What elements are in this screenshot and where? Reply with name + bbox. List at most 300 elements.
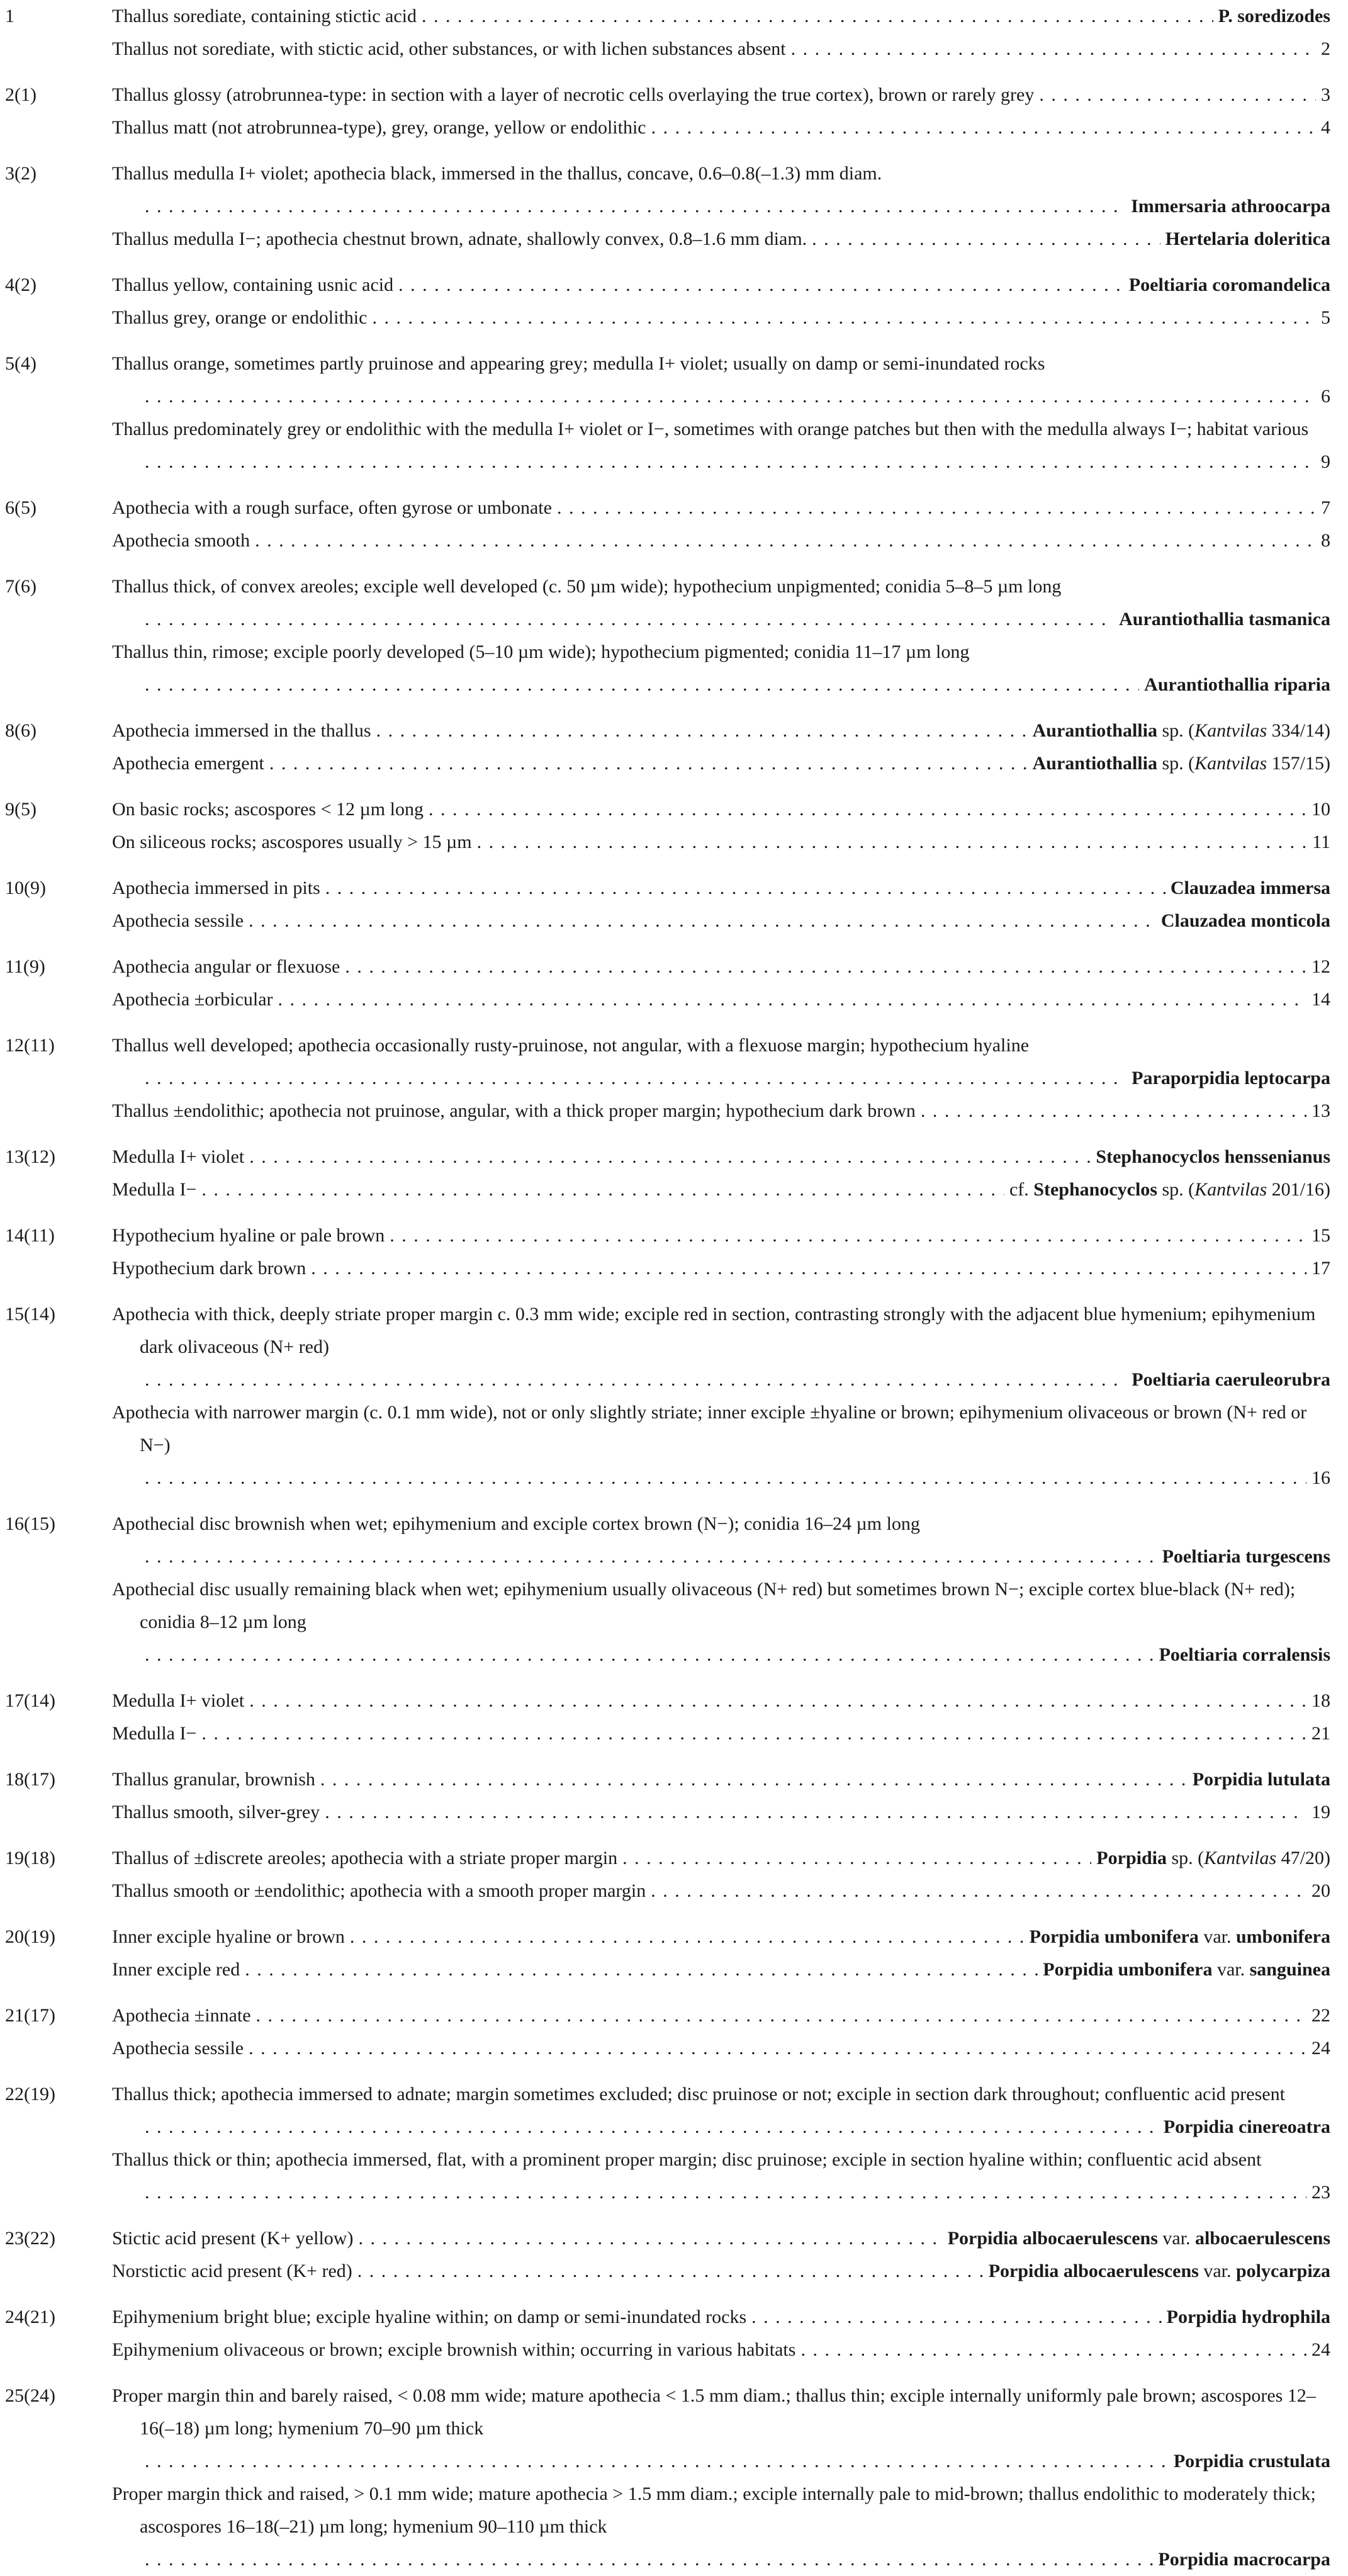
key-lead [112, 872, 1330, 905]
leader-dots [1039, 79, 1316, 111]
taxon-name: Porpidia umbonifera [1043, 1959, 1213, 1980]
couplet-leads [112, 793, 1330, 859]
lead-result [1033, 747, 1330, 780]
couplet-leads [112, 1141, 1330, 1206]
couplet-leads [112, 1508, 1330, 1671]
couplet-number: 6(5) [5, 497, 37, 518]
key-lead [112, 983, 1330, 1016]
leader-dots [622, 1842, 1091, 1875]
goto-couplet: 17 [1311, 1258, 1330, 1279]
key-lead [112, 492, 1330, 524]
lead-text: Thallus predominately grey or endolithic with the medulla I+ violet or I−, sometimes with orange patches but then with the medulla always I−; habitat various [112, 419, 1309, 439]
lead-result-line [140, 446, 1330, 478]
lead-text: Thallus well developed; apothecia occasionally rusty-pruinose, not angular, with a flexuose margin; hypothecium hyaline [112, 1035, 1030, 1056]
leader-dots [358, 2222, 942, 2255]
lead-text: Thallus not sorediate, with stictic acid, other substances, or with lichen substances absent [112, 38, 786, 59]
leader-dots [812, 223, 1160, 256]
couplet-leads [112, 872, 1330, 937]
lead-text: Thallus medulla I+ violet; apothecia black, immersed in the thallus, concave, 0.6–0.8(–1.3) mm diam. [112, 163, 882, 184]
lead-result [1311, 793, 1330, 826]
leader-dots [256, 1999, 1306, 2032]
taxon-suffix: sp. ( [1157, 1179, 1195, 1200]
lead-text: Thallus smooth, silver-grey [112, 1802, 320, 1822]
lead-result-line [140, 1639, 1330, 1671]
lead-result [1321, 302, 1330, 334]
lead-text: Medulla I+ violet [112, 1690, 245, 1711]
lead-result-line [140, 1062, 1330, 1095]
couplet-leads [112, 1685, 1330, 1750]
lead-result [1162, 1540, 1330, 1573]
lead-result [1174, 2445, 1330, 2478]
leader-dots [145, 1639, 1154, 1671]
voucher-number: 47/20) [1276, 1848, 1330, 1868]
taxon-name: Porpidia crustulata [1173, 2451, 1330, 2471]
goto-couplet: 22 [1311, 2005, 1330, 2026]
lead-text: Thallus of ±discrete areoles; apothecia with a striate proper margin [112, 1848, 618, 1868]
couplet-number: 8(6) [5, 720, 37, 741]
lead-result [1129, 269, 1330, 302]
lead-result [1321, 492, 1330, 524]
lead-text: Thallus medulla I−; apothecia chestnut brown, adnate, shallowly convex, 0.8–1.6 mm diam. [112, 229, 807, 249]
key-lead [112, 1252, 1330, 1285]
couplet-leads [112, 951, 1330, 1016]
couplet-leads [112, 1763, 1330, 1829]
couplet-number: 3(2) [5, 163, 37, 184]
leader-dots [145, 2111, 1159, 2144]
lead-result-line [140, 380, 1330, 413]
lead-result [1311, 1685, 1330, 1717]
lead-result-line [140, 2445, 1330, 2478]
goto-couplet: 16 [1311, 1467, 1330, 1488]
taxon-prefix: cf. [1009, 1179, 1034, 1200]
couplet [5, 2222, 1330, 2288]
lead-text: Apothecia angular or flexuose [112, 956, 340, 977]
infraspecific-name: albocaerulescens [1195, 2228, 1330, 2249]
goto-couplet: 8 [1321, 530, 1330, 551]
taxon-name: Hertelaria doleritica [1165, 229, 1330, 249]
lead-text: Apothecia immersed in the thallus [112, 720, 371, 741]
lead-text: On basic rocks; ascospores < 12 µm long [112, 799, 424, 820]
leader-dots [921, 1095, 1306, 1127]
taxon-name: Stephanocyclos [1033, 1179, 1157, 1200]
lead-result [989, 2255, 1330, 2288]
lead-result-line [140, 603, 1330, 636]
lead-text: Apothecia sessile [112, 2038, 244, 2059]
key-lead [112, 33, 1330, 65]
key-lead [112, 1396, 1330, 1494]
goto-couplet: 20 [1311, 1880, 1330, 1901]
lead-result [1311, 1999, 1330, 2032]
lead-text: Thallus orange, sometimes partly pruinose and appearing grey; medulla I+ violet; usually on damp or semi-inundated rocks [112, 353, 1045, 374]
lead-text: Apothecial disc brownish when wet; epihymenium and exciple cortex brown (N−); conidia 16–24 µm long [112, 1513, 920, 1534]
taxon-name: Poeltiaria caeruleorubra [1132, 1369, 1330, 1390]
taxon-name: Poeltiaria coromandelica [1128, 274, 1330, 295]
couplet [5, 872, 1330, 937]
couplet [5, 1219, 1330, 1285]
leader-dots [145, 2176, 1306, 2209]
couplet-leads [112, 1842, 1330, 1907]
leader-dots [145, 1540, 1157, 1573]
taxon-suffix: var. [1198, 1926, 1236, 1947]
couplet [5, 793, 1330, 859]
couplet-number: 24(21) [5, 2307, 55, 2327]
key-lead [112, 2032, 1330, 2065]
key-lead [112, 1508, 1330, 1573]
leader-dots [145, 2445, 1169, 2478]
couplet [5, 1141, 1330, 1206]
leader-dots [422, 0, 1213, 33]
lead-result [1171, 872, 1330, 905]
couplet [5, 347, 1330, 478]
couplet-leads [112, 1298, 1330, 1494]
couplet-leads [112, 570, 1330, 701]
lead-result [1321, 79, 1330, 111]
goto-couplet: 14 [1311, 989, 1330, 1010]
infraspecific-name: sanguinea [1249, 1959, 1330, 1980]
lead-result [1165, 223, 1330, 256]
couplet-leads [112, 79, 1330, 144]
collector-name: Kantvilas [1194, 720, 1267, 741]
key-lead [112, 905, 1330, 937]
key-lead [112, 2144, 1330, 2209]
couplet [5, 0, 1330, 65]
lead-result [1033, 715, 1330, 747]
leader-dots [278, 983, 1306, 1016]
leader-dots [651, 111, 1316, 144]
lead-text: Apothecia with a rough surface, often gyrose or umbonate [112, 497, 552, 518]
leader-dots [372, 302, 1316, 334]
lead-text: Apothecia sessile [112, 910, 244, 931]
key-lead [112, 747, 1330, 780]
lead-text: Hypothecium dark brown [112, 1258, 306, 1279]
taxon-name: Porpidia hydrophila [1166, 2307, 1330, 2327]
leader-dots [320, 1763, 1188, 1796]
leader-dots [201, 1173, 1004, 1206]
lead-result [1311, 1875, 1330, 1907]
couplet [5, 1029, 1330, 1127]
key-lead [112, 570, 1330, 636]
leader-dots [145, 1462, 1306, 1494]
couplet [5, 715, 1330, 780]
key-lead [112, 2078, 1330, 2144]
couplet-leads [112, 715, 1330, 780]
lead-result [1321, 33, 1330, 65]
leader-dots [376, 715, 1028, 747]
couplet-number: 2(1) [5, 84, 37, 105]
leader-dots [311, 1252, 1306, 1285]
lead-result-line [140, 1364, 1330, 1396]
leader-dots [145, 446, 1316, 478]
key-lead [112, 2380, 1330, 2478]
lead-text: Apothecial disc usually remaining black when wet; epihymenium usually olivaceous (N+ red) but sometimes brown N−; exciple cortex blue-black (N+ red); conidia 8–12 µm long [112, 1579, 1296, 1632]
couplet-leads [112, 492, 1330, 557]
taxon-name: Porpidia albocaerulescens [947, 2228, 1158, 2249]
leader-dots [398, 269, 1124, 302]
key-lead [112, 1573, 1330, 1671]
lead-text: Thallus matt (not atrobrunnea-type), grey, orange, yellow or endolithic [112, 117, 646, 138]
lead-text: Thallus thick or thin; apothecia immersed, flat, with a prominent proper margin; disc pruinose; exciple in section hyaline within; confluentic acid absent [112, 2149, 1262, 2170]
taxon-suffix: sp. ( [1166, 1848, 1205, 1868]
couplet-number: 25(24) [5, 2385, 55, 2406]
key-lead [112, 1173, 1330, 1206]
goto-couplet: 24 [1311, 2339, 1330, 2360]
key-lead [112, 1763, 1330, 1796]
taxon-name: Porpidia lutulata [1192, 1769, 1330, 1790]
lead-text: Proper margin thick and raised, > 0.1 mm wide; mature apothecia > 1.5 mm diam.; exciple internally pale to mid-brown; thallus endolithic to moderately thick; ascospores 16–18(–21) µm long; hymenium 90–110 µm thick [112, 2483, 1316, 2537]
lead-result-line [140, 1540, 1330, 1573]
leader-dots [201, 1717, 1306, 1750]
lead-result-line [140, 2111, 1330, 2144]
lead-result [1159, 1639, 1330, 1671]
leader-dots [557, 492, 1316, 524]
lead-result [1321, 111, 1330, 144]
couplet [5, 1842, 1330, 1907]
couplet [5, 951, 1330, 1016]
lead-result [1132, 1062, 1330, 1095]
lead-result [1321, 380, 1330, 413]
taxon-suffix: sp. ( [1157, 720, 1195, 741]
lead-result [1009, 1173, 1330, 1206]
key-lead [112, 951, 1330, 983]
couplet-number: 23(22) [5, 2228, 55, 2249]
lead-result-line [140, 2543, 1330, 2576]
couplet-number: 14(11) [5, 1225, 55, 1246]
taxon-name: Clauzadea immersa [1170, 878, 1330, 898]
lead-result [1312, 826, 1330, 859]
lead-text: Epihymenium bright blue; exciple hyaline within; on damp or semi-inundated rocks [112, 2307, 747, 2327]
goto-couplet: 4 [1321, 117, 1330, 138]
key-lead [112, 1875, 1330, 1907]
lead-text: Apothecia with narrower margin (c. 0.1 mm wide), not or only slightly striate; inner exciple ±hyaline or brown; epihymenium olivaceous or brown (N+ red or N−) [112, 1402, 1307, 1455]
goto-couplet: 23 [1311, 2182, 1330, 2203]
taxon-name: Aurantiothallia riparia [1144, 674, 1330, 695]
lead-text: Medulla I− [112, 1179, 197, 1200]
goto-couplet: 11 [1312, 832, 1330, 852]
leader-dots [145, 190, 1126, 223]
taxon-name: Clauzadea monticola [1160, 910, 1330, 931]
lead-text: Thallus grey, orange or endolithic [112, 307, 368, 328]
couplet-number: 7(6) [5, 576, 37, 597]
couplet-number: 16(15) [5, 1513, 55, 1534]
lead-result [1311, 1252, 1330, 1285]
lead-text: Inner exciple red [112, 1959, 240, 1980]
lead-result [1158, 2543, 1330, 2576]
goto-couplet: 6 [1321, 386, 1330, 407]
couplet-number: 15(14) [5, 1304, 55, 1325]
lead-result [1218, 0, 1330, 33]
key-lead [112, 269, 1330, 302]
key-lead [112, 157, 1330, 223]
taxon-name: Porpidia [1096, 1848, 1167, 1868]
leader-dots [800, 2334, 1306, 2366]
voucher-number: 201/16) [1267, 1179, 1330, 1200]
leader-dots [357, 2255, 984, 2288]
lead-result-line [140, 2176, 1330, 2209]
goto-couplet: 21 [1311, 1723, 1330, 1744]
lead-text: Thallus thick, of convex areoles; exciple well developed (c. 50 µm wide); hypothecium unpigmented; conidia 5–8–5 µm long [112, 576, 1062, 597]
leader-dots [249, 1141, 1091, 1173]
collector-name: Kantvilas [1194, 1179, 1267, 1200]
key-lead [112, 1999, 1330, 2032]
key-lead [112, 1717, 1330, 1750]
lead-result [1311, 1462, 1330, 1494]
couplet-number: 20(19) [5, 1926, 55, 1947]
key-lead [112, 1219, 1330, 1252]
lead-result [1311, 2334, 1330, 2366]
couplet [5, 1508, 1330, 1671]
couplet [5, 1999, 1330, 2065]
leader-dots [145, 2543, 1153, 2576]
key-lead [112, 2478, 1330, 2576]
lead-text: Proper margin thin and barely raised, < 0.08 mm wide; mature apothecia < 1.5 mm diam.; thallus thin; exciple internally uniformly pale brown; ascospores 12–16(–18) µm long; hymenium 70–90 µm thick [112, 2385, 1316, 2439]
lead-result-line [140, 669, 1330, 701]
couplet-number: 21(17) [5, 2005, 55, 2026]
lead-result [1321, 524, 1330, 557]
lead-result [1043, 1953, 1330, 1986]
couplet [5, 1298, 1330, 1494]
key-lead [112, 2255, 1330, 2288]
lead-result [1132, 1364, 1330, 1396]
leader-dots [249, 2032, 1306, 2065]
key-lead [112, 302, 1330, 334]
couplet-number: 1 [5, 6, 14, 26]
taxon-name: Porpidia cinereoatra [1163, 2116, 1330, 2137]
taxon-name: Immersaria athroocarpa [1131, 196, 1330, 217]
lead-text: Thallus ±endolithic; apothecia not pruinose, angular, with a thick proper margin; hypothecium dark brown [112, 1100, 916, 1121]
goto-couplet: 5 [1321, 307, 1330, 328]
key-lead [112, 2222, 1330, 2255]
lead-text: Thallus glossy (atrobrunnea-type: in section with a layer of necrotic cells overlaying the true cortex), brown or rarely grey [112, 84, 1035, 105]
taxon-name: Poeltiaria corralensis [1159, 1644, 1330, 1665]
leader-dots [145, 603, 1114, 636]
lead-result [1311, 983, 1330, 1016]
lead-text: Apothecia smooth [112, 530, 250, 551]
key-lead [112, 1796, 1330, 1829]
couplet-number: 4(2) [5, 274, 37, 295]
lead-result [1311, 1796, 1330, 1829]
leader-dots [350, 1921, 1025, 1953]
couplet-leads [112, 0, 1330, 65]
couplet-number: 17(14) [5, 1690, 55, 1711]
couplet [5, 570, 1330, 701]
couplet-leads [112, 2380, 1330, 2576]
couplet-number: 10(9) [5, 878, 46, 898]
couplet-number: 18(17) [5, 1769, 55, 1790]
leader-dots [429, 793, 1306, 826]
couplet [5, 79, 1330, 144]
lead-text: Epihymenium olivaceous or brown; exciple brownish within; occurring in various habitats [112, 2339, 796, 2360]
goto-couplet: 24 [1311, 2038, 1330, 2059]
couplet [5, 1685, 1330, 1750]
couplet-leads [112, 269, 1330, 334]
couplet-number: 19(18) [5, 1848, 55, 1868]
voucher-number: 334/14) [1267, 720, 1330, 741]
key-lead [112, 413, 1330, 478]
lead-text: Inner exciple hyaline or brown [112, 1926, 345, 1947]
lead-result [1311, 1219, 1330, 1252]
couplet-number: 5(4) [5, 353, 37, 374]
lead-text: Norstictic acid present (K+ red) [112, 2261, 352, 2281]
couplet [5, 2301, 1330, 2366]
key-lead [112, 1953, 1330, 1986]
lead-result [1193, 1763, 1330, 1796]
couplet-number: 9(5) [5, 799, 37, 820]
leader-dots [651, 1875, 1306, 1907]
lead-text: Apothecia ±innate [112, 2005, 251, 2026]
lead-text: Hypothecium hyaline or pale brown [112, 1225, 385, 1246]
leader-dots [345, 951, 1306, 983]
lead-text: Thallus smooth or ±endolithic; apothecia with a smooth proper margin [112, 1880, 646, 1901]
key-lead [112, 1685, 1330, 1717]
lead-result [1096, 1842, 1330, 1875]
leader-dots [477, 826, 1307, 859]
lead-result [1311, 1717, 1330, 1750]
collector-name: Kantvilas [1194, 753, 1267, 774]
lead-result [1119, 603, 1330, 636]
couplet-leads [112, 347, 1330, 478]
couplet-leads [112, 157, 1330, 256]
leader-dots [245, 1953, 1038, 1986]
couplet-leads [112, 2078, 1330, 2209]
leader-dots [249, 905, 1156, 937]
goto-couplet: 10 [1311, 799, 1330, 820]
leader-dots [255, 524, 1316, 557]
key-lead [112, 2334, 1330, 2366]
taxon-name: Aurantiothallia [1032, 720, 1157, 741]
leader-dots [390, 1219, 1306, 1252]
leader-dots [791, 33, 1316, 65]
lead-text: Apothecia ±orbicular [112, 989, 273, 1010]
couplet-number: 13(12) [5, 1146, 55, 1167]
goto-couplet: 13 [1311, 1100, 1330, 1121]
goto-couplet: 2 [1321, 38, 1330, 59]
couplet [5, 1921, 1330, 1986]
leader-dots [145, 1364, 1126, 1396]
key-lead [112, 636, 1330, 701]
goto-couplet: 3 [1321, 84, 1330, 105]
couplet [5, 2078, 1330, 2209]
lead-result [1161, 905, 1330, 937]
leader-dots [325, 1796, 1306, 1829]
key-lead [112, 826, 1330, 859]
goto-couplet: 7 [1321, 497, 1330, 518]
couplet-leads [112, 1219, 1330, 1285]
lead-text: Apothecia immersed in pits [112, 878, 320, 898]
key-lead [112, 0, 1330, 33]
lead-text: Thallus granular, brownish [112, 1769, 315, 1790]
lead-result [1311, 951, 1330, 983]
lead-result [1131, 190, 1330, 223]
couplet [5, 1763, 1330, 1829]
key-lead [112, 1141, 1330, 1173]
lead-text: Medulla I+ violet [112, 1146, 245, 1167]
key-lead [112, 1298, 1330, 1396]
taxon-name: Porpidia albocaerulescens [988, 2261, 1199, 2281]
taxon-name: Porpidia macrocarpa [1158, 2549, 1330, 2570]
taxon-suffix: var. [1198, 2261, 1236, 2281]
infraspecific-name: umbonifera [1236, 1926, 1330, 1947]
lead-text: Apothecia with thick, deeply striate proper margin c. 0.3 mm wide; exciple red in section, contrasting strongly with the adjacent blue hymenium; epihymenium dark olivaceous (N+ red) [112, 1304, 1316, 1357]
lead-result [1311, 2176, 1330, 2209]
key-lead [112, 715, 1330, 747]
lead-result [1311, 1095, 1330, 1127]
taxon-suffix: sp. ( [1157, 753, 1195, 774]
lead-result [1321, 446, 1330, 478]
key-lead [112, 1842, 1330, 1875]
lead-result [948, 2222, 1330, 2255]
leader-dots [751, 2301, 1162, 2334]
couplet-leads [112, 2222, 1330, 2288]
